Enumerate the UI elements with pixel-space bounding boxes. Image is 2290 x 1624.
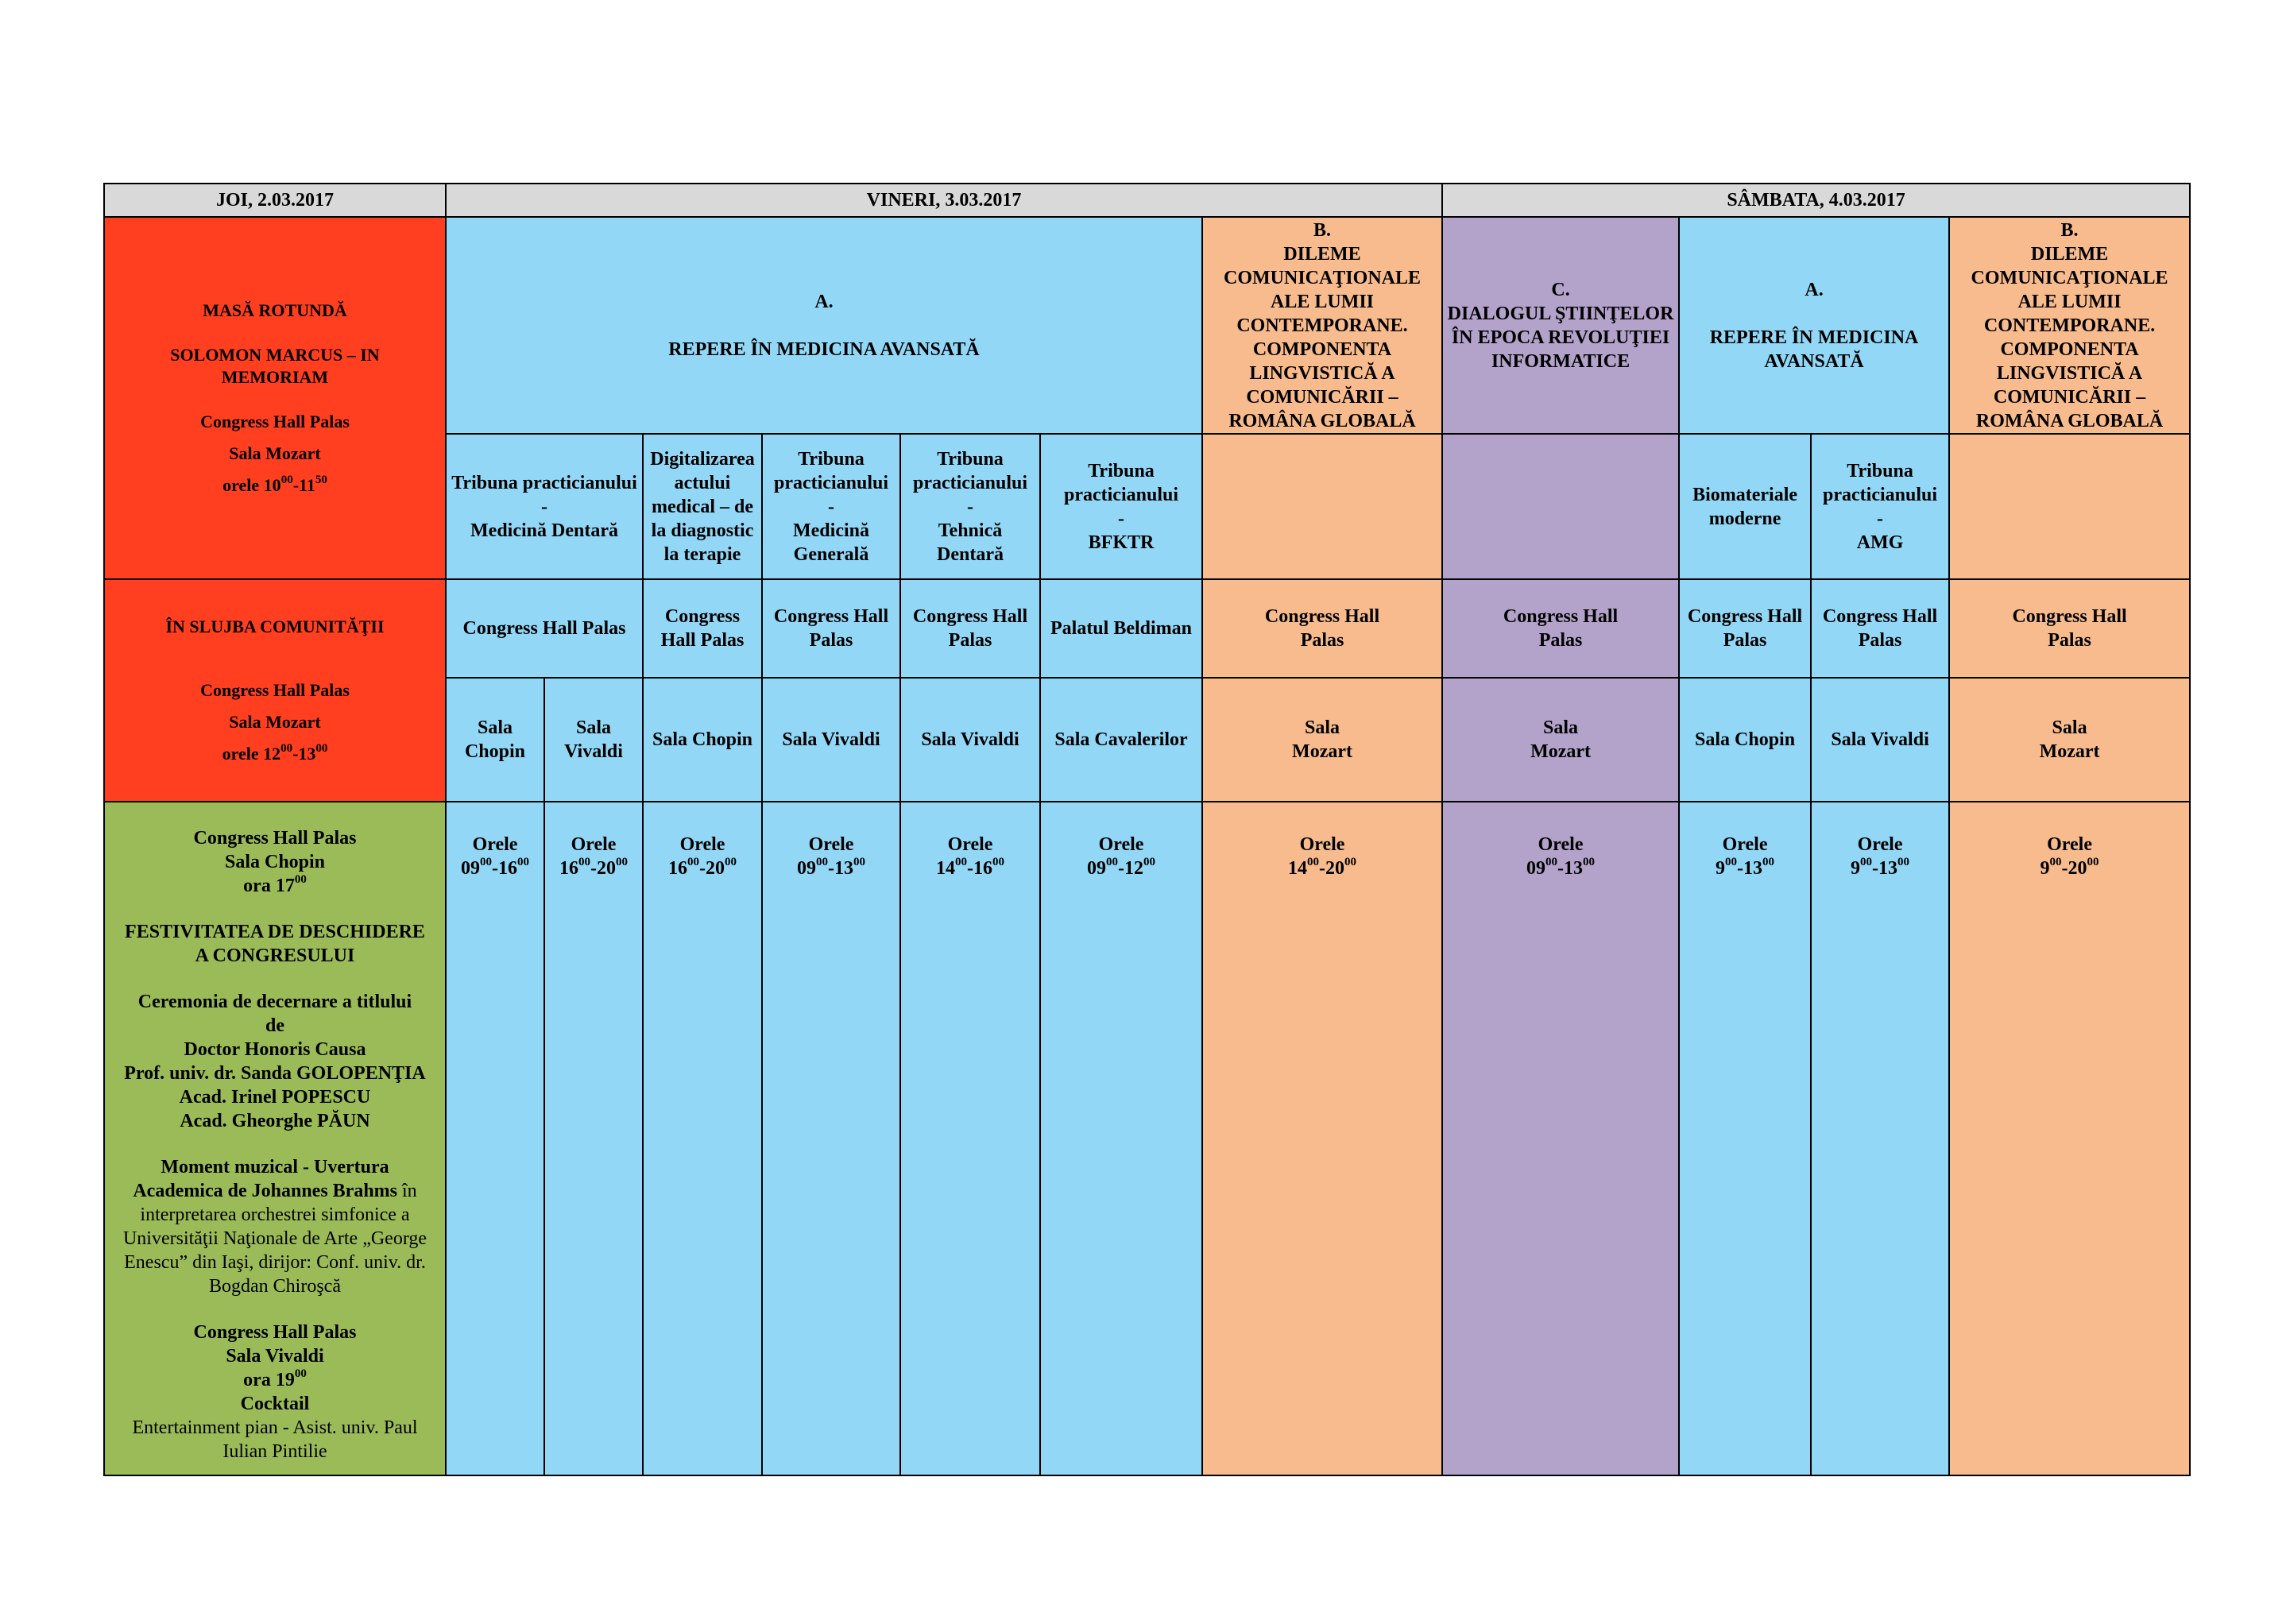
section-row	[104, 217, 2190, 434]
hours-cell: Orele $09^{00}-12^{00}$	[1040, 802, 1202, 1475]
hours-cell: Orele $9^{00}-20^{00}$	[1949, 802, 2190, 1475]
cocktail-room: Sala Vivaldi	[226, 1346, 324, 1367]
hours-cell: Orele $14^{00}-20^{00}$	[1202, 802, 1442, 1475]
room-cell: Sala Chopin	[446, 678, 544, 802]
section-sambata-b: B. DILEME COMUNICAŢIONALE ALE LUMII CONTEMPORANE. COMPONENTA LINGVISTICĂ A COMUNICĂRII – ROMÂNA GLOBALĂ	[1949, 217, 2190, 434]
ceremony-line2: de	[265, 1015, 284, 1036]
opening-room: Sala Chopin	[224, 852, 326, 872]
track-biomateriale: Biomateriale moderne	[1679, 434, 1811, 579]
honoris-person: Acad. Gheorghe PĂUN	[180, 1111, 370, 1131]
hours-cell: Orele $16^{00}-20^{00}$	[544, 802, 643, 1475]
opening-festivity: FESTIVITATEA DE DESCHIDERE A CONGRESULUI	[125, 922, 425, 966]
in-slujba-cell	[104, 579, 446, 802]
room-cell: Sala Vivaldi	[762, 678, 900, 802]
day-header-row	[104, 184, 2190, 217]
venue-cell: Palatul Beldiman	[1040, 579, 1202, 678]
room-cell: Sala Vivaldi	[900, 678, 1040, 802]
venue-row	[104, 579, 2190, 678]
room-cell: Sala Mozart	[1202, 678, 1442, 802]
hours-cell: Orele $14^{00}-16^{00}$	[900, 802, 1040, 1475]
honoris-person: Acad. Irinel POPESCU	[179, 1087, 371, 1108]
ceremony-line3: Doctor Honoris Causa	[184, 1039, 366, 1060]
room-cell: Sala Mozart	[1949, 678, 2190, 802]
hours-cell: Orele $09^{00}-13^{00}$	[1442, 802, 1679, 1475]
masa-rotunda-title: MASĂ ROTUNDĂ	[203, 300, 347, 320]
in-slujba-title: ÎN SLUJBA COMUNITĂŢII	[165, 617, 385, 636]
day-sambata: SÂMBATA, 4.03.2017	[1442, 184, 2190, 217]
in-slujba-room: Sala Mozart	[229, 712, 321, 732]
music-moment: Moment muzical - Uvertura Academica de Johannes Brahms în interpretarea orchestrei simfonice a Universităţii Naţionale de Arte „George Enescu” din Iaşi, dirijor: Conf. univ. dr. Bogdan Chiroşcă	[122, 1157, 427, 1297]
hours-cell: Orele $9^{00}-13^{00}$	[1679, 802, 1811, 1475]
masa-rotunda-hours: orele $10^{00}-11^{50}$	[222, 473, 327, 495]
venue-cell: Congress Hall Palas	[1949, 579, 2190, 678]
section-vineri-a: A. REPERE ÎN MEDICINA AVANSATĂ	[446, 217, 1202, 434]
opening-time: ora $17^{00}$	[243, 873, 307, 896]
room-cell: Sala Chopin	[1679, 678, 1811, 802]
hours-cell: Orele $09^{00}-16^{00}$	[446, 802, 544, 1475]
room-cell: Sala Cavalerilor	[1040, 678, 1202, 802]
track-digitalizarea: Digitalizarea actului medical – de la diagnostic la terapie	[643, 434, 762, 579]
room-cell: Sala Vivaldi	[544, 678, 643, 802]
cocktail-title: Cocktail	[240, 1394, 310, 1414]
track-amg: Tribuna practicianului - AMG	[1811, 434, 1949, 579]
schedule-table	[103, 183, 2191, 1476]
day-vineri: VINERI, 3.03.2017	[446, 184, 1442, 217]
track-empty-c	[1442, 434, 1679, 579]
venue-cell: Congress Hall Palas	[900, 579, 1040, 678]
venue-cell: Congress Hall Palas	[1442, 579, 1679, 678]
track-empty-sb	[1949, 434, 2190, 579]
hours-cell: Orele $9^{00}-13^{00}$	[1811, 802, 1949, 1475]
room-cell: Sala Vivaldi	[1811, 678, 1949, 802]
venue-cell: Congress Hall Palas	[1679, 579, 1811, 678]
section-vineri-c: C. DIALOGUL ŞTIINŢELOR ÎN EPOCA REVOLUŢIEI INFORMATICE	[1442, 217, 1679, 434]
venue-cell: Congress Hall Palas	[1202, 579, 1442, 678]
venue-cell: Congress Hall Palas	[446, 579, 643, 678]
track-empty-b	[1202, 434, 1442, 579]
masa-rotunda-cell	[104, 217, 446, 579]
masa-rotunda-room: Sala Mozart	[229, 443, 321, 463]
cocktail-venue: Congress Hall Palas	[193, 1322, 357, 1343]
venue-cell: Congress Hall Palas	[1811, 579, 1949, 678]
hours-cell: Orele $09^{00}-13^{00}$	[762, 802, 900, 1475]
ceremony-line1: Ceremonia de decernare a titlului	[137, 992, 412, 1012]
venue-cell: Congress Hall Palas	[643, 579, 762, 678]
in-slujba-hours: orele $12^{00}-13^{00}$	[222, 741, 328, 764]
honoris-person: Prof. univ. dr. Sanda GOLOPENŢIA	[124, 1063, 426, 1084]
track-medicina-generala: Tribuna practicianului - Medicină Generală	[762, 434, 900, 579]
room-cell: Sala Chopin	[643, 678, 762, 802]
masa-rotunda-subtitle: SOLOMON MARCUS – IN MEMORIAM	[170, 345, 380, 387]
venue-cell: Congress Hall Palas	[762, 579, 900, 678]
entertainment-text: Entertainment pian - Asist. univ. Paul Iulian Pintilie	[132, 1417, 418, 1462]
opening-cell	[104, 802, 446, 1475]
in-slujba-venue: Congress Hall Palas	[200, 680, 350, 700]
cocktail-time: ora $19^{00}$	[243, 1367, 307, 1390]
section-sambata-a: A. REPERE ÎN MEDICINA AVANSATĂ	[1679, 217, 1949, 434]
day-joi: JOI, 2.03.2017	[104, 184, 446, 217]
hours-row	[104, 802, 2190, 1475]
hours-cell: Orele $16^{00}-20^{00}$	[643, 802, 762, 1475]
section-vineri-b: B. DILEME COMUNICAŢIONALE ALE LUMII CONTEMPORANE. COMPONENTA LINGVISTICĂ A COMUNICĂRII – ROMÂNA GLOBALĂ	[1202, 217, 1442, 434]
room-cell: Sala Mozart	[1442, 678, 1679, 802]
track-medicina-dentara: Tribuna practicianului - Medicină Dentară	[446, 434, 643, 579]
masa-rotunda-venue: Congress Hall Palas	[200, 412, 350, 431]
track-bfktr: Tribuna practicianului - BFKTR	[1040, 434, 1202, 579]
track-tehnica-dentara: Tribuna practicianului - Tehnică Dentară	[900, 434, 1040, 579]
opening-venue: Congress Hall Palas	[193, 828, 357, 849]
